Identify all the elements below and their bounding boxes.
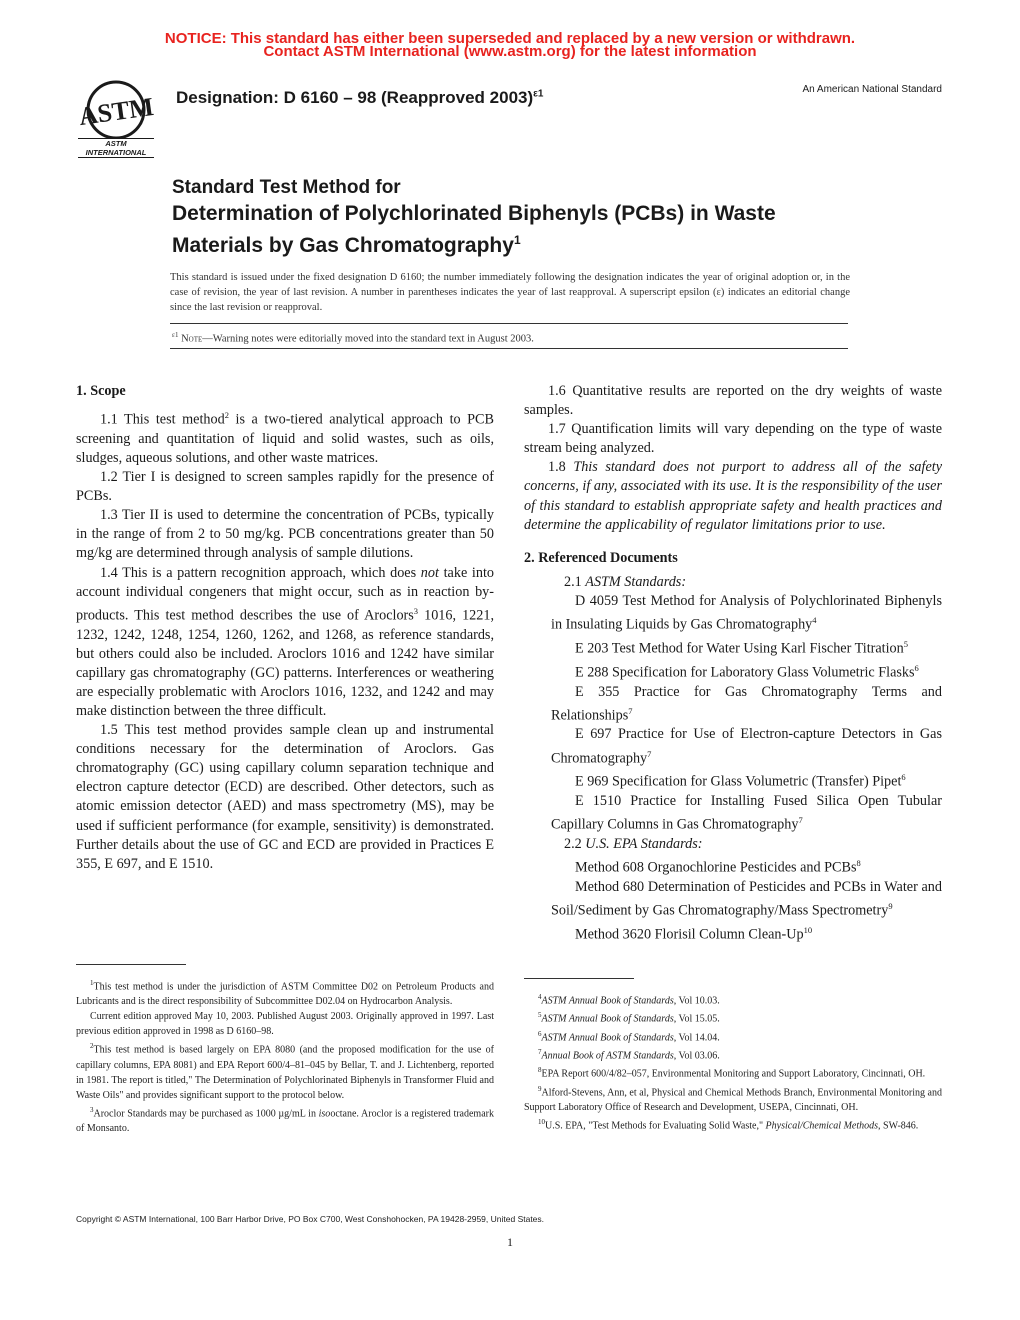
astm-reference-item: E 288 Specification for Laboratory Glass Volumetric Flasks$^6$ xyxy=(575,662,919,681)
para-1-2: 1.2 Tier I is designed to screen samples rapidly for the presence of PCBs. xyxy=(76,469,494,505)
footnote-1: $^1$This test method is under the jurisdiction of ASTM Committee D02 on Petroleum Products and Lubricants and is the direct responsibility of Subcommittee D02.04 on Hydrocarbon Analysis. xyxy=(76,979,494,1008)
astm-reference-item: E 355 Practice for Gas Chromatography Terms and Relationships$^7$ xyxy=(551,683,942,724)
note-epsilon: ε1 xyxy=(172,331,179,339)
designation-text: Designation: D 6160 – 98 (Reapproved 2003) xyxy=(176,88,534,107)
american-national-standard: An American National Standard xyxy=(802,84,942,95)
astm-reference-item: E 203 Test Method for Water Using Karl Fischer Titration$^5$ xyxy=(575,638,908,657)
epa-reference-list xyxy=(524,854,942,945)
right-column xyxy=(524,382,942,945)
astm-reference-item: E 969 Specification for Glass Volumetric (Transfer) Pipet$^6$ xyxy=(575,772,906,791)
epa-reference-item: Method 608 Organochlorine Pesticides and PCBs$^8$ xyxy=(575,858,861,876)
para-1-5: 1.5 This test method provides sample clean up and instrumental conditions necessary for the determination of Aroclors. Gas chromatography (GC) using capillary column separation technique and electron capture detector (ECD) are described. Other detectors, such as atomic emission detector (AED) and mass spectrometry (MS), may be used if sufficient performance (for example, sensitivity) is demonstrated. Further details about the use of GC and ECD are provided in Practices E 355, E 697, and E 1510. xyxy=(76,722,494,872)
title-footnote-ref: 1 xyxy=(513,233,521,247)
footnote-10: $^{10}$U.S. EPA, "Test Methods for Evaluating Solid Waste," Physical/Chemical Methods, SW-846. xyxy=(538,1117,919,1132)
footnote-2: $^2$This test method is based largely on EPA 8080 (and the proposed modification for the use of capillary columns, EPA 8081) and EPA Report 600/4–81–045 by Bellar, T. and J. Lichtenberg, reported in 1981. The report is titled," The Determination of Polychlorinated Biphenyls in Transformer Fluid and Waste Oils" and provides significant support to the protocol below. xyxy=(76,1042,494,1101)
para-1-1: 1.1 This test method$^2$ is a two-tiered analytical approach to PCB screening and quantitation of liquid and solid wastes, such as oils, sludges, aqueous solutions, and other waste matrices. xyxy=(76,410,494,467)
logo-international-text: ASTM INTERNATIONAL xyxy=(78,138,154,158)
designation xyxy=(176,88,543,108)
astm-reference-list xyxy=(524,592,942,835)
footnote-rule-right xyxy=(524,978,634,979)
note-top-rule xyxy=(170,323,848,324)
document-title xyxy=(172,176,892,259)
editorial-note xyxy=(172,331,534,345)
note-bottom-rule xyxy=(170,348,848,349)
footnote-4: $^4$ASTM Annual Book of Standards, Vol 10.03. xyxy=(538,993,720,1007)
epa-reference-item: Method 3620 Florisil Column Clean-Up$^{10}$ xyxy=(575,924,813,943)
footnote-6: $^6$ASTM Annual Book of Standards, Vol 14.04. xyxy=(538,1029,720,1043)
footnote-rule-left xyxy=(76,964,186,965)
section-1-heading: 1. Scope xyxy=(76,383,126,399)
title-line1: Standard Test Method for xyxy=(172,177,401,198)
footnote-3: $^3$Aroclor Standards may be purchased as 1000 µg/mL in isooctane. Aroclor is a registered trademark of Monsanto. xyxy=(76,1105,494,1134)
note-text: —Warning notes were editorially moved into the standard text in August 2003. xyxy=(202,333,534,345)
footnote-7: $^7$Annual Book of ASTM Standards, Vol 03.06. xyxy=(538,1047,720,1062)
withdrawal-notice-line1: NOTICE: This standard has either been superseded and replaced by a new version or withdrawn. xyxy=(164,30,856,47)
epa-reference-item: Method 680 Determination of Pesticides and PCBs in Water and Soil/Sediment by Gas Chromatography/Mass Spectrometry$^9$ xyxy=(551,879,942,919)
footnote-9: $^9$Alford-Stevens, Ann, et al, Physical and Chemical Methods Branch, Environmental Monitoring and Support Laboratory Office of Research and Development, USEPA, Cincinnati, OH. xyxy=(524,1084,942,1113)
footnotes-right xyxy=(524,990,942,1133)
astm-reference-item: E 697 Practice for Use of Electron-capture Detectors in Gas Chromatography$^7$ xyxy=(551,726,942,767)
epa-standards-heading: 2.2 U.S. EPA Standards: xyxy=(564,836,703,853)
para-1-3: 1.3 Tier II is used to determine the concentration of PCBs, typically in the range of from 2 to 50 mg/kg. PCB concentrations greater than 50 mg/kg are determined through analysis of sample dilutions. xyxy=(76,507,494,562)
footnote-1-edition: Current edition approved May 10, 2003. Published August 2003. Originally approved in 1997. Last previous edition approved in 1998 as D 6160–98. xyxy=(76,1011,494,1038)
title-line3: Materials by Gas Chromatography xyxy=(172,234,514,257)
para-1-8: 1.8 This standard does not purport to address all of the safety concerns, if any, associated with its use. It is the responsibility of the user of this standard to establish appropriate safety and health practices and determine the applicability of regulator limitations prior to use. xyxy=(524,459,942,533)
section-2-heading: 2. Referenced Documents xyxy=(524,549,678,566)
note-label: Note xyxy=(181,333,203,345)
svg-text:ASTM: ASTM xyxy=(76,91,156,132)
page-number: 1 xyxy=(507,1235,513,1249)
footnote-5: $^5$ASTM Annual Book of Standards, Vol 15.05. xyxy=(538,1011,720,1025)
left-column xyxy=(76,382,494,874)
astm-reference-item: D 4059 Test Method for Analysis of Polychlorinated Biphenyls in Insulating Liquids by Gas Chromatography$^4$ xyxy=(551,592,942,633)
astm-standards-heading: 2.1 ASTM Standards: xyxy=(564,573,687,590)
para-1-6: 1.6 Quantitative results are reported on the dry weights of waste samples. xyxy=(524,383,942,419)
para-1-7: 1.7 Quantification limits will vary depending on the type of waste stream being analyzed. xyxy=(524,421,942,457)
footnote-8: $^8$EPA Report 600/4/82–057, Environmental Monitoring and Support Laboratory, Cincinnati, OH. xyxy=(538,1066,926,1080)
designation-epsilon: ε1 xyxy=(533,88,544,100)
copyright: Copyright © ASTM International, 100 Barr Harbor Drive, PO Box C700, West Conshohocken, PA 19428-2959, United States. xyxy=(76,1214,545,1224)
astm-reference-item: E 1510 Practice for Installing Fused Silica Open Tubular Capillary Columns in Gas Chromatography$^7$ xyxy=(551,793,942,834)
para-1-4: 1.4 This is a pattern recognition approach, which does not take into account individual congeners that might occur, such as in reaction by-products. This test method describes the use of Aroclors$^3$ 1016, 1221, 1232, 1242, 1248, 1254, 1260, 1262, and 1268, as reference standards, but others could also be included. Aroclors 1016 and 1242 have similar capillary gas chromatography (GC) patterns. Interferences or weathering are especially problematic with Aroclors 1016, 1232, and 1242 and may make distinction between the three difficult. xyxy=(76,564,495,719)
astm-logo xyxy=(68,76,164,157)
footnotes-left xyxy=(76,976,494,1136)
title-line2: Determination of Polychlorinated Biphenyls (PCBs) in Waste xyxy=(172,202,776,225)
issued-statement: This standard is issued under the fixed designation D 6160; the number immediately following the designation indicates the year of original adoption or, in the case of revision, the year of last revision. A number in parentheses indicates the year of last reapproval. A superscript epsilon (ε) indicates an editorial change since the last revision or reapproval. xyxy=(170,272,850,313)
withdrawal-notice-line2: Contact ASTM International (www.astm.org) for the latest information xyxy=(263,43,757,60)
